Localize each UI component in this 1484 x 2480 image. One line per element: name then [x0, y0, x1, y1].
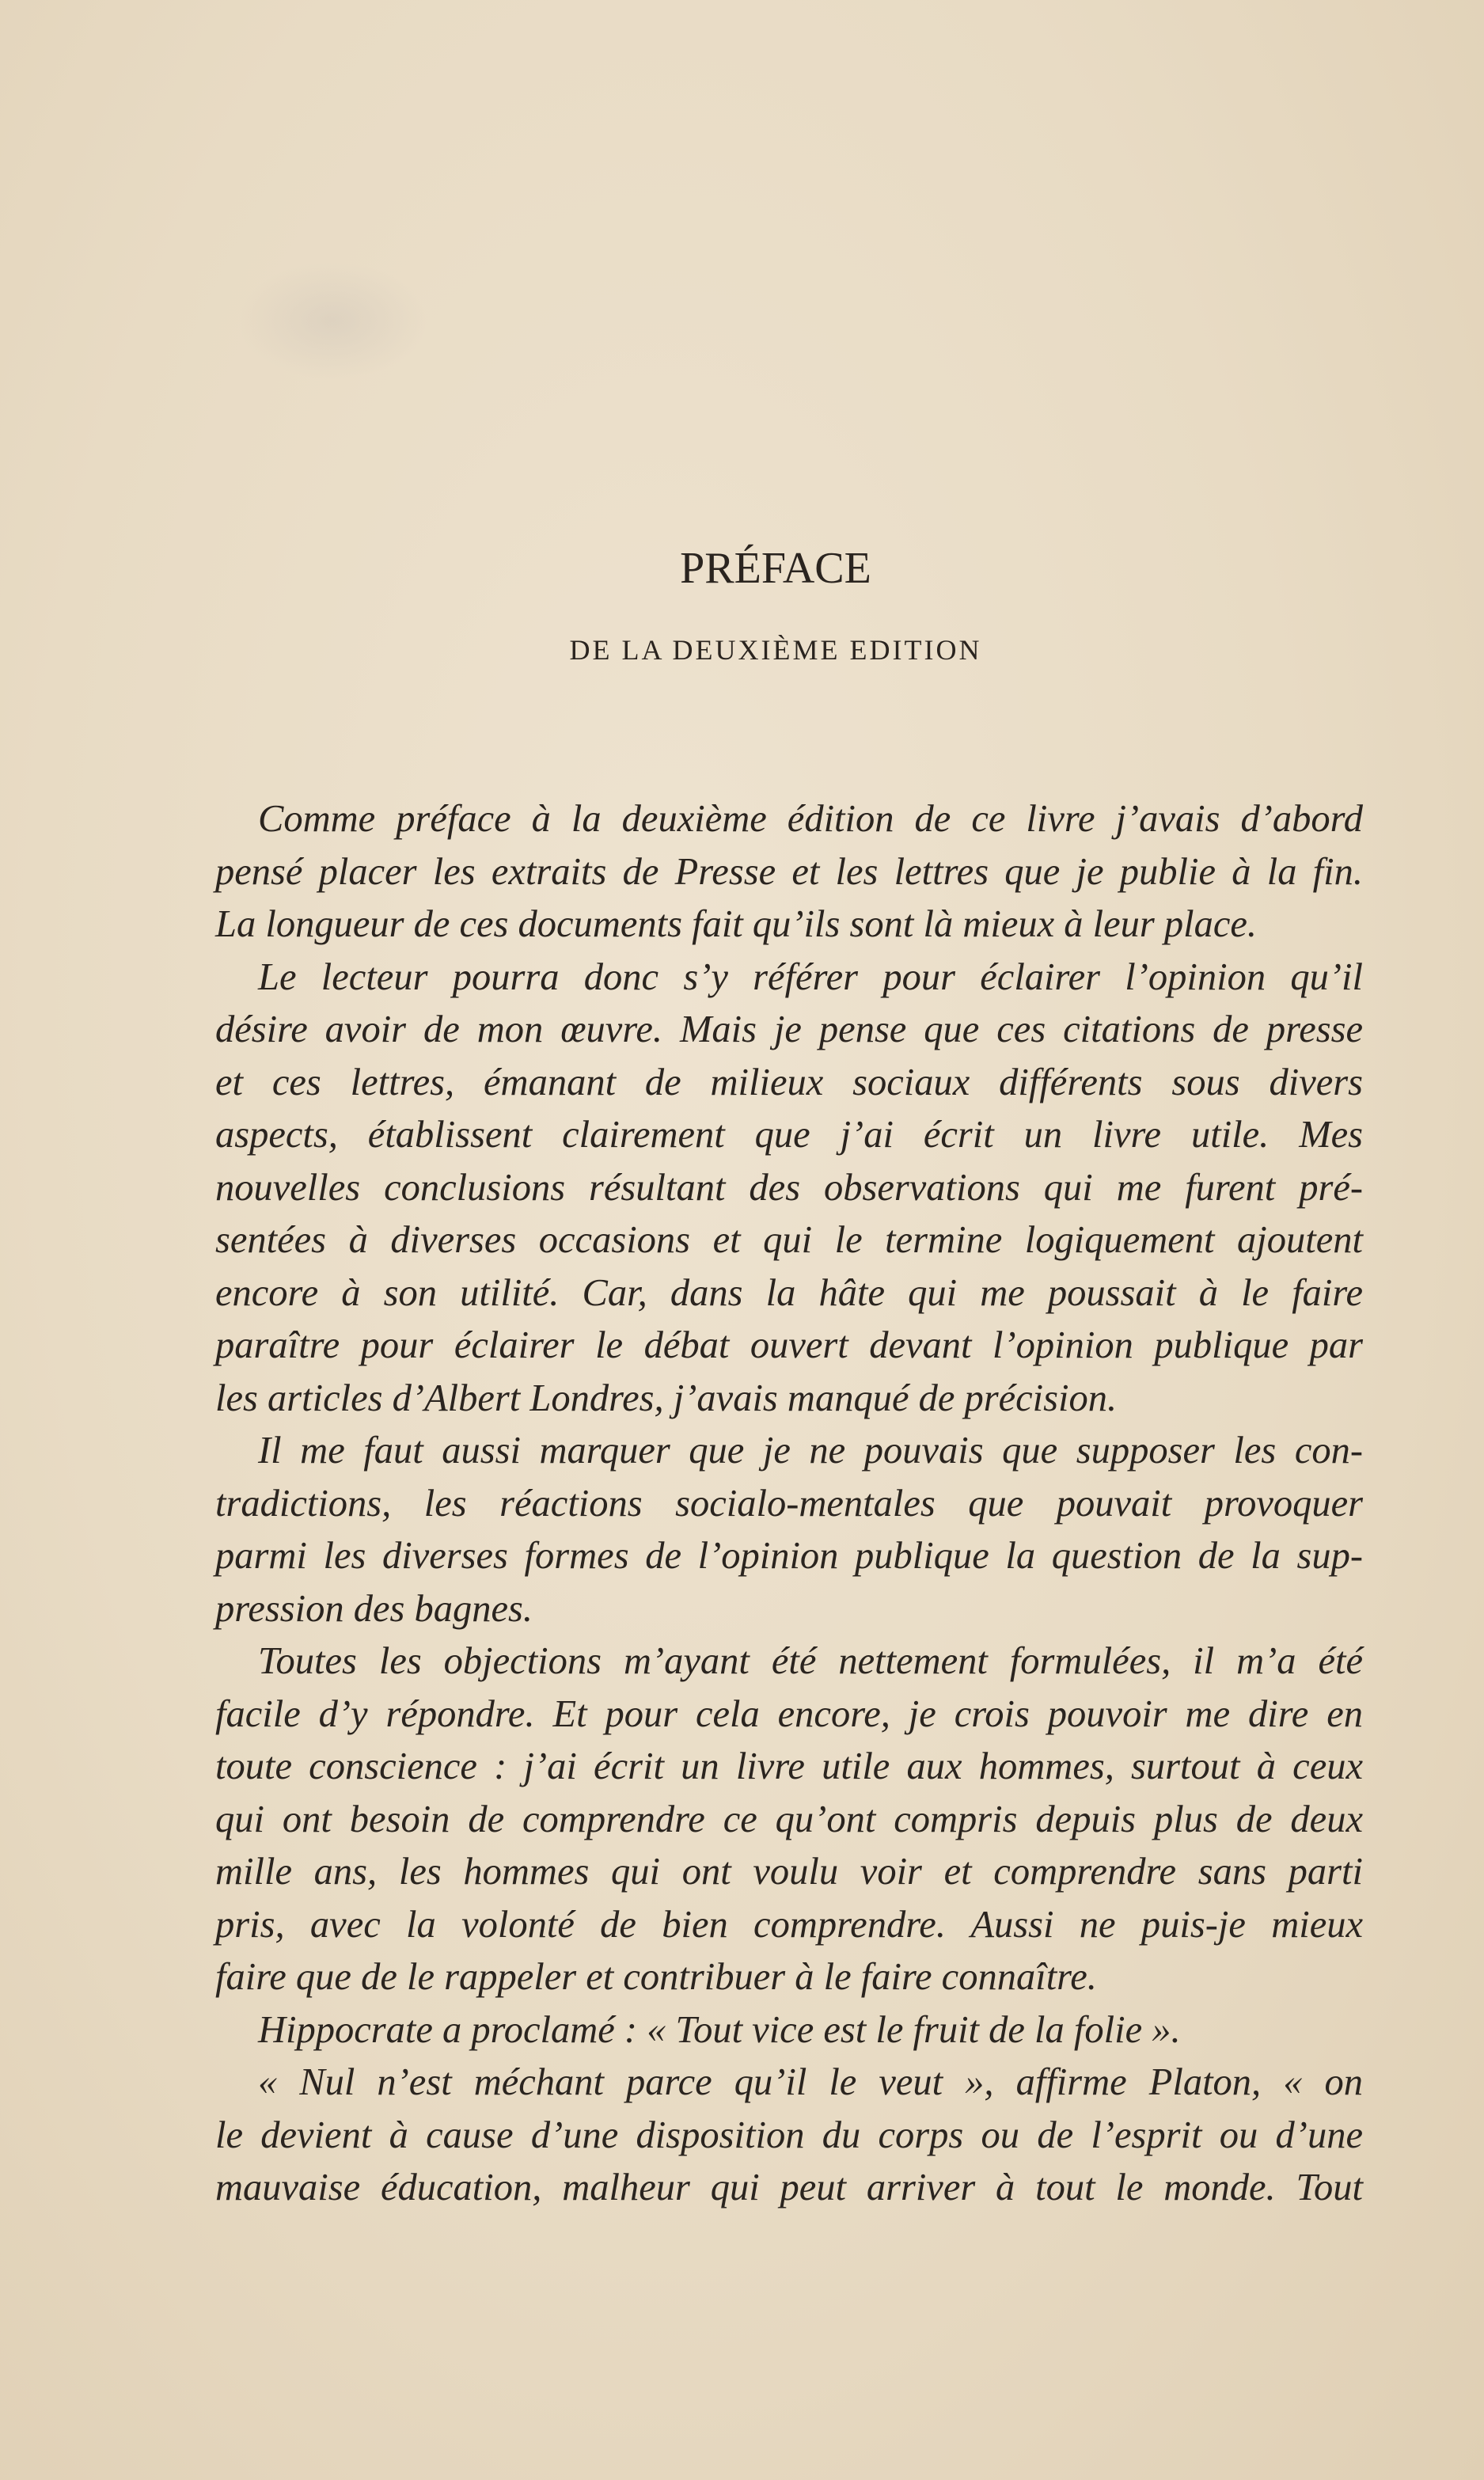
text-line: aspects, établissent clairement que j’ai écrit un livre utile. Mes [215, 1114, 1363, 1156]
text-line: Comme préface à la deuxième édition de ce livre j’avais d’abord [258, 798, 1363, 840]
text-line: les articles d’Albert Londres, j’avais manqué de précision. [215, 1377, 1118, 1419]
text-line: La longueur de ces documents fait qu’ils sont là mieux à leur place. [215, 903, 1258, 945]
text-line: mille ans, les hommes qui ont voulu voir et comprendre sans parti [215, 1851, 1363, 1893]
text-line: Toutes les objections m’ayant été nettement formulées, il m’a été [258, 1640, 1363, 1682]
text-line: qui ont besoin de comprendre ce qu’ont compris depuis plus de deux [215, 1798, 1363, 1840]
text-line: faire que de le rappeler et contribuer à le faire connaître. [215, 1956, 1097, 1998]
text-line: pensé placer les extraits de Presse et les lettres que je publie à la fin. [215, 850, 1363, 893]
text-line: pris, avec la volonté de bien comprendre. Aussi ne puis-je mieux [215, 1903, 1363, 1946]
text-line: « Nul n’est méchant parce qu’il le veut », affirme Platon, « on [258, 2061, 1363, 2103]
text-line: paraître pour éclairer le débat ouvert devant l’opinion publique par [215, 1324, 1363, 1366]
preface-body [215, 793, 1363, 2215]
text-line: sentées à diverses occasions et qui le termine logiquement ajoutent [215, 1219, 1363, 1261]
text-line: et ces lettres, émanant de milieux sociaux différents sous divers [215, 1061, 1363, 1103]
text-line: toute conscience : j’ai écrit un livre utile aux hommes, surtout à ceux [215, 1745, 1363, 1787]
text-line: encore à son utilité. Car, dans la hâte qui me poussait à le faire [215, 1271, 1363, 1314]
text-line: pression des bagnes. [215, 1587, 533, 1630]
preface-title: PRÉFACE [680, 544, 871, 593]
text-line: le devient à cause d’une disposition du corps ou de l’esprit ou d’une [215, 2114, 1363, 2156]
text-line: mauvaise éducation, malheur qui peut arriver à tout le monde. Tout [215, 2167, 1363, 2208]
show-through-stain [237, 261, 427, 380]
text-line: Hippocrate a proclamé : « Tout vice est le fruit de la folie ». [258, 2008, 1181, 2051]
text-line: Le lecteur pourra donc s’y référer pour éclairer l’opinion qu’il [258, 955, 1363, 998]
preface-subtitle: DE LA DEUXIÈME EDITION [569, 634, 982, 666]
text-line: facile d’y répondre. Et pour cela encore, je crois pouvoir me dire en [215, 1692, 1363, 1735]
text-line: désire avoir de mon œuvre. Mais je pense que ces citations de presse [215, 1008, 1363, 1050]
text-line: tradictions, les réactions socialo-mentales que pouvait provoquer [215, 1482, 1363, 1525]
text-line: Il me faut aussi marquer que je ne pouvais que supposer les con- [258, 1430, 1363, 1472]
text-line: nouvelles conclusions résultant des observations qui me furent pré- [215, 1166, 1363, 1209]
text-line: parmi les diverses formes de l’opinion publique la question de la sup- [215, 1535, 1363, 1577]
